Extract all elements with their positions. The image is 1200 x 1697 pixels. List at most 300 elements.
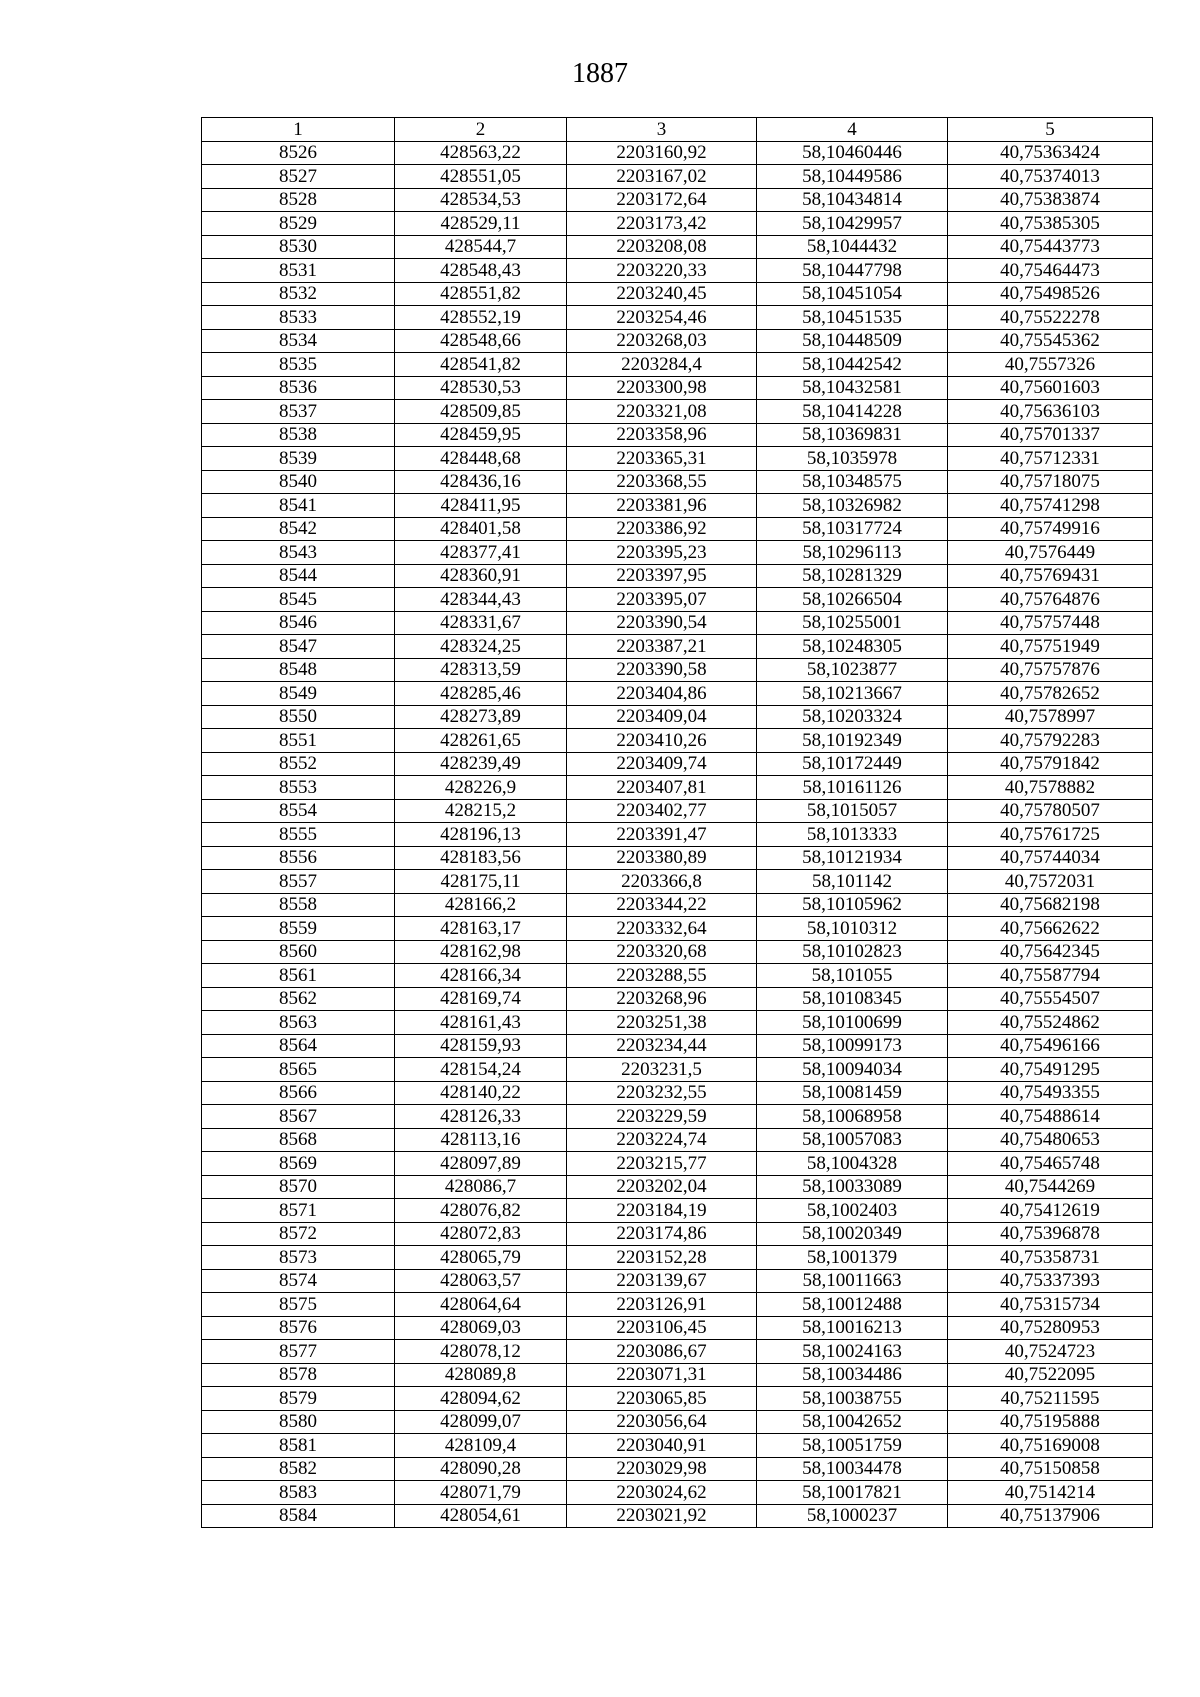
table-cell: 428448,68 (395, 447, 567, 471)
table-cell: 58,10011663 (757, 1269, 948, 1293)
table-row (202, 1387, 1153, 1411)
table-cell: 428436,16 (395, 470, 567, 494)
table-cell: 58,10326982 (757, 494, 948, 518)
table-row (202, 682, 1153, 706)
table-cell: 8529 (202, 212, 395, 236)
table-cell: 428054,61 (395, 1504, 567, 1528)
table-cell: 8583 (202, 1481, 395, 1505)
table-row (202, 823, 1153, 847)
table-cell: 2203397,95 (567, 564, 757, 588)
table-cell: 2203268,03 (567, 329, 757, 353)
table-cell: 8536 (202, 376, 395, 400)
table-cell: 8581 (202, 1434, 395, 1458)
table-cell: 8542 (202, 517, 395, 541)
table-cell: 40,75195888 (948, 1410, 1153, 1434)
table-body (202, 141, 1153, 1528)
table-cell: 2203229,59 (567, 1105, 757, 1129)
table-cell: 2203139,67 (567, 1269, 757, 1293)
table-row (202, 1199, 1153, 1223)
table-cell: 8563 (202, 1011, 395, 1035)
table-cell: 58,10213667 (757, 682, 948, 706)
table-cell: 2203390,54 (567, 611, 757, 635)
table-cell: 40,75749916 (948, 517, 1153, 541)
table-cell: 428459,95 (395, 423, 567, 447)
table-row (202, 564, 1153, 588)
table-row (202, 893, 1153, 917)
table-cell: 8537 (202, 400, 395, 424)
table-cell: 40,75465748 (948, 1152, 1153, 1176)
table-cell: 428140,22 (395, 1081, 567, 1105)
table-cell: 428175,11 (395, 870, 567, 894)
table-row (202, 353, 1153, 377)
table-row (202, 259, 1153, 283)
table-cell: 40,75524862 (948, 1011, 1153, 1035)
table-row (202, 705, 1153, 729)
table-cell: 428072,83 (395, 1222, 567, 1246)
table-cell: 40,75554507 (948, 987, 1153, 1011)
table-cell: 428273,89 (395, 705, 567, 729)
table-row (202, 588, 1153, 612)
table-cell: 428411,95 (395, 494, 567, 518)
table-cell: 58,10034478 (757, 1457, 948, 1481)
table-row (202, 423, 1153, 447)
table-cell: 40,7522095 (948, 1363, 1153, 1387)
table-cell: 40,75443773 (948, 235, 1153, 259)
table-row (202, 1504, 1153, 1528)
table-cell: 40,75601603 (948, 376, 1153, 400)
table-row (202, 1081, 1153, 1105)
table-row (202, 400, 1153, 424)
table-cell: 2203232,55 (567, 1081, 757, 1105)
table-cell: 8562 (202, 987, 395, 1011)
table-cell: 8577 (202, 1340, 395, 1364)
table-cell: 8551 (202, 729, 395, 753)
table-cell: 2203268,96 (567, 987, 757, 1011)
table-cell: 40,75383874 (948, 188, 1153, 212)
table-cell: 40,75385305 (948, 212, 1153, 236)
table-row (202, 517, 1153, 541)
table-cell: 40,75741298 (948, 494, 1153, 518)
table-cell: 8560 (202, 940, 395, 964)
table-cell: 8579 (202, 1387, 395, 1411)
table-cell: 40,75642345 (948, 940, 1153, 964)
table-row (202, 1363, 1153, 1387)
table-cell: 2203386,92 (567, 517, 757, 541)
column-header-5: 5 (948, 118, 1153, 142)
table-cell: 40,75764876 (948, 588, 1153, 612)
table-cell: 428313,59 (395, 658, 567, 682)
table-cell: 2203390,58 (567, 658, 757, 682)
table-cell: 8566 (202, 1081, 395, 1105)
table-cell: 40,75757876 (948, 658, 1153, 682)
table-cell: 2203344,22 (567, 893, 757, 917)
table-cell: 428548,66 (395, 329, 567, 353)
table-cell: 2203381,96 (567, 494, 757, 518)
table-cell: 8568 (202, 1128, 395, 1152)
table-cell: 2203056,64 (567, 1410, 757, 1434)
table-cell: 8567 (202, 1105, 395, 1129)
table-cell: 58,10012488 (757, 1293, 948, 1317)
table-row (202, 1175, 1153, 1199)
table-cell: 428331,67 (395, 611, 567, 635)
table-row (202, 1316, 1153, 1340)
table-cell: 58,10057083 (757, 1128, 948, 1152)
table-cell: 2203184,19 (567, 1199, 757, 1223)
table-cell: 40,75751949 (948, 635, 1153, 659)
table-cell: 8572 (202, 1222, 395, 1246)
table-cell: 8540 (202, 470, 395, 494)
table-cell: 2203065,85 (567, 1387, 757, 1411)
table-cell: 2203029,98 (567, 1457, 757, 1481)
table-cell: 428109,4 (395, 1434, 567, 1458)
table-cell: 8532 (202, 282, 395, 306)
table-cell: 8546 (202, 611, 395, 635)
table-cell: 58,101055 (757, 964, 948, 988)
table-row (202, 1058, 1153, 1082)
table-cell: 2203321,08 (567, 400, 757, 424)
table-row (202, 1481, 1153, 1505)
table-cell: 2203126,91 (567, 1293, 757, 1317)
table-cell: 58,10449586 (757, 165, 948, 189)
table-cell: 58,1013333 (757, 823, 948, 847)
table-cell: 58,101142 (757, 870, 948, 894)
table-cell: 58,10460446 (757, 141, 948, 165)
table-row (202, 1152, 1153, 1176)
table-row (202, 987, 1153, 1011)
table-cell: 2203106,45 (567, 1316, 757, 1340)
table-row (202, 658, 1153, 682)
table-cell: 8565 (202, 1058, 395, 1082)
table-cell: 428090,28 (395, 1457, 567, 1481)
table-cell: 428344,43 (395, 588, 567, 612)
table-cell: 8584 (202, 1504, 395, 1528)
table-cell: 58,1010312 (757, 917, 948, 941)
table-row (202, 729, 1153, 753)
table-cell: 40,75150858 (948, 1457, 1153, 1481)
table-cell: 58,10121934 (757, 846, 948, 870)
table-cell: 428509,85 (395, 400, 567, 424)
table-cell: 58,10451054 (757, 282, 948, 306)
table-cell: 428226,9 (395, 776, 567, 800)
table-cell: 8573 (202, 1246, 395, 1270)
table-row (202, 917, 1153, 941)
table-cell: 428063,57 (395, 1269, 567, 1293)
table-row (202, 188, 1153, 212)
table-cell: 428534,53 (395, 188, 567, 212)
table-cell: 2203368,55 (567, 470, 757, 494)
table-cell: 40,75791842 (948, 752, 1153, 776)
table-cell: 2203254,46 (567, 306, 757, 330)
table-cell: 2203021,92 (567, 1504, 757, 1528)
column-header-4: 4 (757, 118, 948, 142)
table-cell: 2203086,67 (567, 1340, 757, 1364)
table-row (202, 1434, 1153, 1458)
table-cell: 40,75374013 (948, 165, 1153, 189)
table-row (202, 1128, 1153, 1152)
table-cell: 8550 (202, 705, 395, 729)
table-cell: 8538 (202, 423, 395, 447)
table-cell: 8559 (202, 917, 395, 941)
table-cell: 2203409,04 (567, 705, 757, 729)
table-cell: 428544,7 (395, 235, 567, 259)
table-cell: 40,75496166 (948, 1034, 1153, 1058)
table-cell: 2203251,38 (567, 1011, 757, 1035)
table-cell: 2203202,04 (567, 1175, 757, 1199)
table-cell: 40,75769431 (948, 564, 1153, 588)
table-cell: 2203410,26 (567, 729, 757, 753)
table-cell: 2203172,64 (567, 188, 757, 212)
table-cell: 8526 (202, 141, 395, 165)
table-cell: 8574 (202, 1269, 395, 1293)
table-cell: 428161,43 (395, 1011, 567, 1035)
table-cell: 58,10068958 (757, 1105, 948, 1129)
table-cell: 58,10414228 (757, 400, 948, 424)
table-row (202, 846, 1153, 870)
table-cell: 8549 (202, 682, 395, 706)
table-cell: 428261,65 (395, 729, 567, 753)
table-cell: 58,10051759 (757, 1434, 948, 1458)
table-cell: 428551,05 (395, 165, 567, 189)
table-cell: 2203215,77 (567, 1152, 757, 1176)
table-cell: 2203402,77 (567, 799, 757, 823)
table-cell: 58,10296113 (757, 541, 948, 565)
table-cell: 58,10161126 (757, 776, 948, 800)
table-cell: 2203071,31 (567, 1363, 757, 1387)
table-cell: 428163,17 (395, 917, 567, 941)
table-cell: 8527 (202, 165, 395, 189)
table-cell: 2203380,89 (567, 846, 757, 870)
table-cell: 428159,93 (395, 1034, 567, 1058)
table-cell: 40,75744034 (948, 846, 1153, 870)
table-row (202, 541, 1153, 565)
table-cell: 2203174,86 (567, 1222, 757, 1246)
table-cell: 40,7578882 (948, 776, 1153, 800)
table-cell: 8552 (202, 752, 395, 776)
table-cell: 428552,19 (395, 306, 567, 330)
table-cell: 2203288,55 (567, 964, 757, 988)
table-cell: 2203208,08 (567, 235, 757, 259)
table-cell: 2203240,45 (567, 282, 757, 306)
table-cell: 58,10266504 (757, 588, 948, 612)
table-cell: 428360,91 (395, 564, 567, 588)
table-row (202, 1222, 1153, 1246)
table-cell: 428078,12 (395, 1340, 567, 1364)
table-row (202, 940, 1153, 964)
table-cell: 428154,24 (395, 1058, 567, 1082)
table-row (202, 1034, 1153, 1058)
table-cell: 58,10369831 (757, 423, 948, 447)
table-cell: 58,10038755 (757, 1387, 948, 1411)
table-cell: 428215,2 (395, 799, 567, 823)
table-cell: 2203407,81 (567, 776, 757, 800)
table-cell: 2203234,44 (567, 1034, 757, 1058)
table-cell: 8534 (202, 329, 395, 353)
table-cell: 40,75491295 (948, 1058, 1153, 1082)
table-row (202, 1410, 1153, 1434)
table-row (202, 1246, 1153, 1270)
table-cell: 2203395,23 (567, 541, 757, 565)
table-cell: 8555 (202, 823, 395, 847)
table-cell: 428097,89 (395, 1152, 567, 1176)
table-cell: 2203024,62 (567, 1481, 757, 1505)
table-cell: 58,1004328 (757, 1152, 948, 1176)
table-cell: 8545 (202, 588, 395, 612)
table-cell: 40,75169008 (948, 1434, 1153, 1458)
table-cell: 428089,8 (395, 1363, 567, 1387)
table-row (202, 1457, 1153, 1481)
table-cell: 428166,34 (395, 964, 567, 988)
table-cell: 428169,74 (395, 987, 567, 1011)
table-cell: 8564 (202, 1034, 395, 1058)
table-cell: 2203365,31 (567, 447, 757, 471)
table-cell: 40,75396878 (948, 1222, 1153, 1246)
table-row (202, 776, 1153, 800)
table-cell: 40,7524723 (948, 1340, 1153, 1364)
table-cell: 8561 (202, 964, 395, 988)
table-cell: 58,10017821 (757, 1481, 948, 1505)
table-cell: 40,75522278 (948, 306, 1153, 330)
table-cell: 8580 (202, 1410, 395, 1434)
table-cell: 58,10099173 (757, 1034, 948, 1058)
table-row (202, 376, 1153, 400)
table-cell: 40,75780507 (948, 799, 1153, 823)
table-cell: 58,10203324 (757, 705, 948, 729)
table-cell: 428529,11 (395, 212, 567, 236)
table-cell: 428094,62 (395, 1387, 567, 1411)
table-cell: 428126,33 (395, 1105, 567, 1129)
table-cell: 2203332,64 (567, 917, 757, 941)
table-cell: 40,75280953 (948, 1316, 1153, 1340)
table-row (202, 282, 1153, 306)
table-cell: 8571 (202, 1199, 395, 1223)
table-cell: 2203387,21 (567, 635, 757, 659)
table-cell: 58,10094034 (757, 1058, 948, 1082)
table-cell: 2203404,86 (567, 682, 757, 706)
table-cell: 2203366,8 (567, 870, 757, 894)
table-cell: 58,10434814 (757, 188, 948, 212)
table-row (202, 165, 1153, 189)
table-row (202, 141, 1153, 165)
table-cell: 58,1002403 (757, 1199, 948, 1223)
table-cell: 428324,25 (395, 635, 567, 659)
table-row (202, 470, 1153, 494)
header-row (202, 118, 1153, 142)
table-cell: 428548,43 (395, 259, 567, 283)
table-cell: 40,75337393 (948, 1269, 1153, 1293)
table-cell: 40,75480653 (948, 1128, 1153, 1152)
table-cell: 2203220,33 (567, 259, 757, 283)
table-cell: 428064,64 (395, 1293, 567, 1317)
table-cell: 40,75701337 (948, 423, 1153, 447)
table-cell: 428285,46 (395, 682, 567, 706)
table-cell: 428183,56 (395, 846, 567, 870)
table-cell: 40,75363424 (948, 141, 1153, 165)
table-header (202, 118, 1153, 142)
table-cell: 40,75782652 (948, 682, 1153, 706)
table-cell: 428076,82 (395, 1199, 567, 1223)
table-cell: 428530,53 (395, 376, 567, 400)
table-cell: 40,75545362 (948, 329, 1153, 353)
table-cell: 8533 (202, 306, 395, 330)
table-cell: 428099,07 (395, 1410, 567, 1434)
table-row (202, 235, 1153, 259)
table-cell: 428541,82 (395, 353, 567, 377)
table-cell: 40,75358731 (948, 1246, 1153, 1270)
table-cell: 8528 (202, 188, 395, 212)
table-cell: 2203040,91 (567, 1434, 757, 1458)
table-cell: 8531 (202, 259, 395, 283)
table-cell: 40,75662622 (948, 917, 1153, 941)
table-cell: 58,1023877 (757, 658, 948, 682)
table-row (202, 1269, 1153, 1293)
table-cell: 8548 (202, 658, 395, 682)
table-row (202, 611, 1153, 635)
table-cell: 40,75137906 (948, 1504, 1153, 1528)
table-cell: 8570 (202, 1175, 395, 1199)
table-cell: 58,10348575 (757, 470, 948, 494)
table-cell: 8569 (202, 1152, 395, 1176)
table-cell: 8547 (202, 635, 395, 659)
table-cell: 428113,16 (395, 1128, 567, 1152)
table-cell: 40,75761725 (948, 823, 1153, 847)
table-cell: 40,7557326 (948, 353, 1153, 377)
table-cell: 8575 (202, 1293, 395, 1317)
table-cell: 8535 (202, 353, 395, 377)
table-cell: 58,10248305 (757, 635, 948, 659)
table-cell: 58,10451535 (757, 306, 948, 330)
table-cell: 2203152,28 (567, 1246, 757, 1270)
table-cell: 2203409,74 (567, 752, 757, 776)
table-cell: 58,10102823 (757, 940, 948, 964)
table-cell: 58,1035978 (757, 447, 948, 471)
table-cell: 428162,98 (395, 940, 567, 964)
table-cell: 40,75682198 (948, 893, 1153, 917)
table-cell: 40,7514214 (948, 1481, 1153, 1505)
table-cell: 2203160,92 (567, 141, 757, 165)
table-row (202, 799, 1153, 823)
table-cell: 8578 (202, 1363, 395, 1387)
table-cell: 58,10442542 (757, 353, 948, 377)
table-cell: 428065,79 (395, 1246, 567, 1270)
table-cell: 428086,7 (395, 1175, 567, 1199)
table-cell: 58,10432581 (757, 376, 948, 400)
table-cell: 40,75315734 (948, 1293, 1153, 1317)
table-cell: 58,1044432 (757, 235, 948, 259)
table-cell: 40,75498526 (948, 282, 1153, 306)
table-cell: 428239,49 (395, 752, 567, 776)
table-cell: 8530 (202, 235, 395, 259)
table-cell: 58,10192349 (757, 729, 948, 753)
table-cell: 58,10281329 (757, 564, 948, 588)
table-cell: 58,1000237 (757, 1504, 948, 1528)
table-row (202, 1340, 1153, 1364)
table-cell: 2203173,42 (567, 212, 757, 236)
table-cell: 40,75587794 (948, 964, 1153, 988)
table-cell: 58,10016213 (757, 1316, 948, 1340)
coordinates-table (201, 117, 1153, 1528)
table-cell: 40,75792283 (948, 729, 1153, 753)
table-cell: 8558 (202, 893, 395, 917)
table-cell: 428071,79 (395, 1481, 567, 1505)
table-row (202, 1011, 1153, 1035)
table-cell: 58,1015057 (757, 799, 948, 823)
table-cell: 8557 (202, 870, 395, 894)
table-cell: 8541 (202, 494, 395, 518)
table-cell: 40,75493355 (948, 1081, 1153, 1105)
table-cell: 40,75211595 (948, 1387, 1153, 1411)
table-cell: 58,10042652 (757, 1410, 948, 1434)
table-cell: 58,10020349 (757, 1222, 948, 1246)
